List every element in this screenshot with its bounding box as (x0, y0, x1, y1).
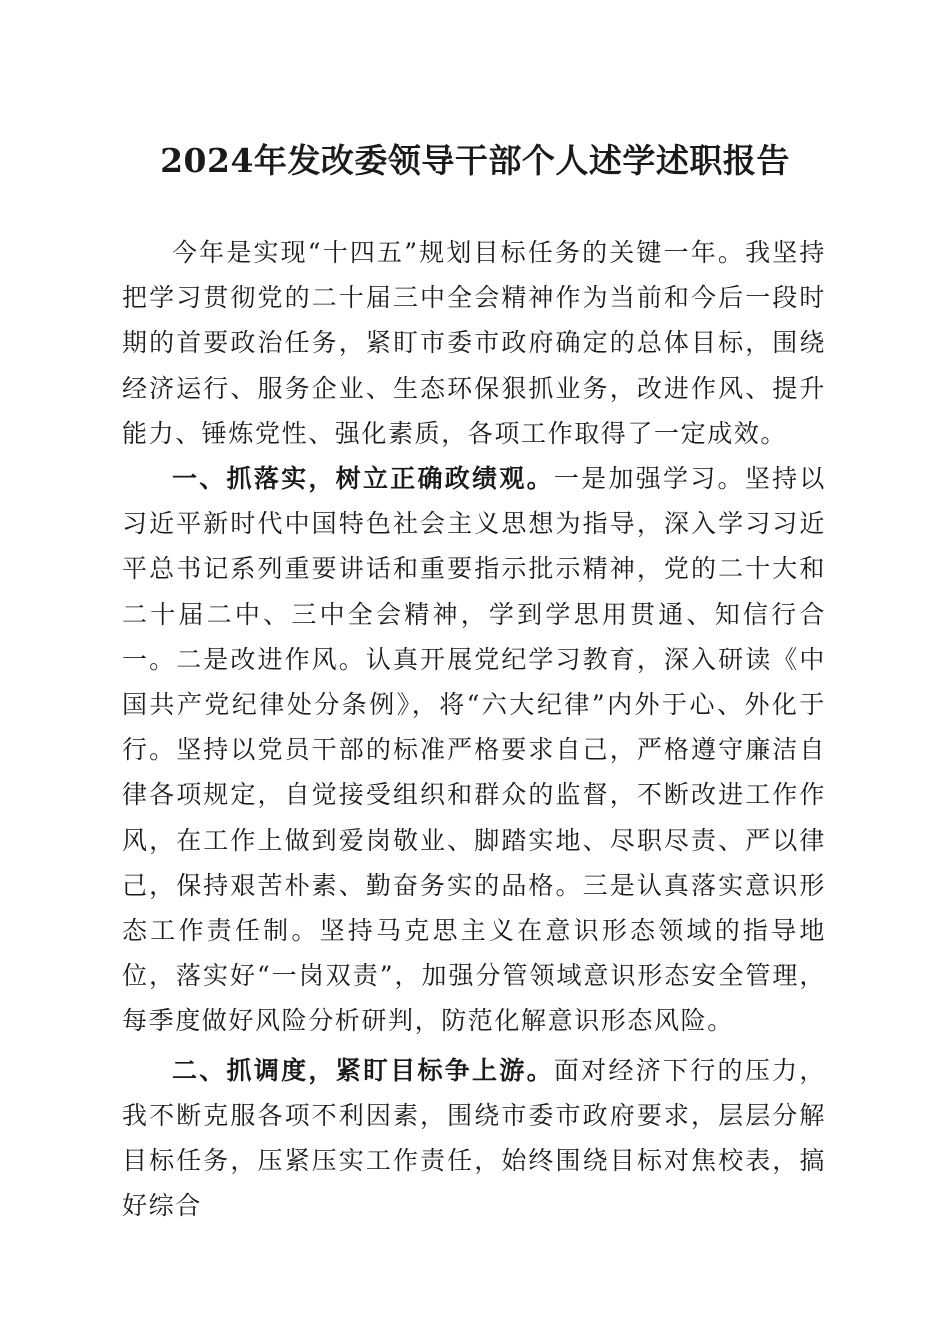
section-2-paragraph (122, 1048, 826, 1229)
paragraph-text: 面对经济下行的压力，我不断克服各项不利因素，围绕市委市政府要求，层层分解目标任务，压紧压实工作责任，始终围绕目标对焦校表，搞好综合 (122, 1055, 826, 1221)
document-body (122, 230, 826, 1228)
section-1-heading: 一、抓落实，树立正确政绩观。 (172, 464, 554, 494)
paragraph-text: 一是加强学习。坚持以习近平新时代中国特色社会主义思想为指导，深入学习习近平总书记系列重要讲话和重要指示批示精神，党的二十大和二十届二中、三中全会精神，学到学思用贯通、知信行合一。二是改进作风。认真开展党纪学习教育，深入研读《中国共产党纪律处分条例》，将“六大纪律”内外于心、外化于行。坚持以党员干部的标准严格要求自己，严格遵守廉洁自律各项规定，自觉接受组织和群众的监督，不断改进工作作风，在工作上做到爱岗敬业、脚踏实地、尽职尽责、严以律己，保持艰苦朴素、勤奋务实的品格。三是认真落实意识形态工作责任制。坚持马克思主义在意识形态领域的指导地位，落实好“一岗双责”，加强分管领域意识形态安全管理，每季度做好风险分析研判，防范化解意识形态风险。 (122, 464, 826, 1036)
section-1-paragraph (122, 456, 826, 1044)
document-title: 2024年发改委领导干部个人述学述职报告 (160, 141, 790, 180)
section-2-heading: 二、抓调度，紧盯目标争上游。 (172, 1055, 554, 1085)
intro-paragraph (122, 230, 826, 456)
paragraph-text: 今年是实现“十四五”规划目标任务的关键一年。我坚持把学习贯彻党的二十届三中全会精神作为当前和今后一段时期的首要政治任务，紧盯市委市政府确定的总体目标，围绕经济运行、服务企业、生态环保狠抓业务，改进作风、提升能力、锤炼党性、强化素质，各项工作取得了一定成效。 (122, 238, 826, 448)
